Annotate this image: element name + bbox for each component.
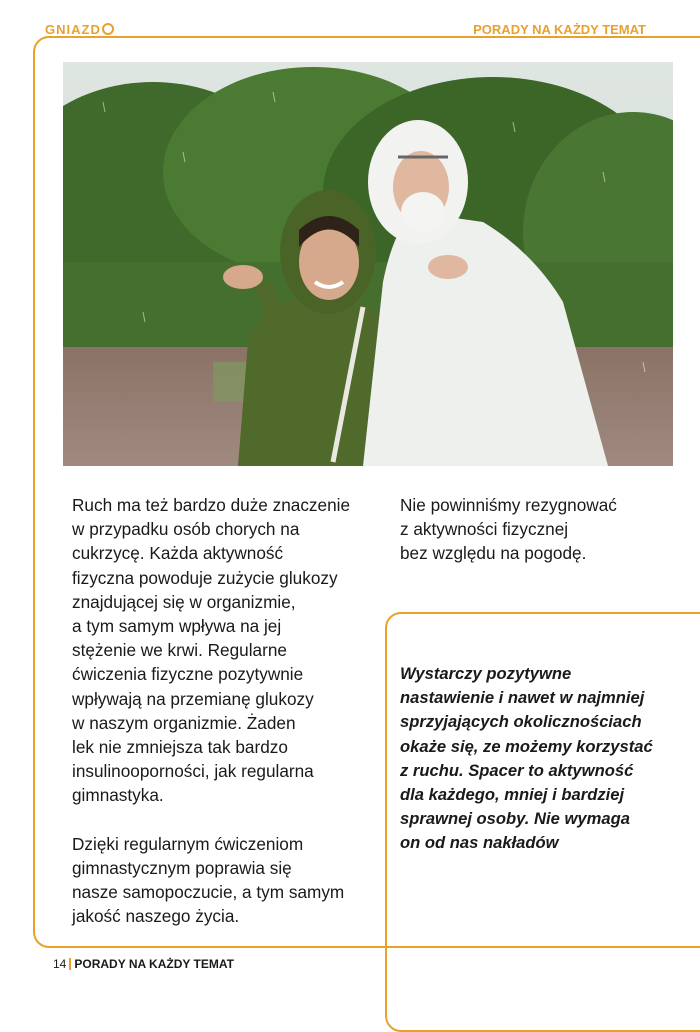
text-line: gimnastycznym poprawia się [72, 857, 292, 878]
footer-divider [69, 958, 71, 970]
text-line: Nie powinniśmy rezygnować [400, 495, 617, 515]
quote-line: okaże się, ze możemy korzystać [400, 736, 653, 756]
quote-line: z ruchu. Spacer to aktywność [400, 760, 634, 780]
text-line: cukrzycę. Każda aktywność [72, 543, 284, 564]
text-line: a tym samym wpływa na jej [72, 616, 282, 637]
quote-line: dla każdego, mniej i bardziej [400, 785, 625, 805]
left-column [72, 493, 377, 952]
text-line: Ruch ma też bardzo duże znaczenie [72, 495, 351, 515]
text-line: w przypadku osób chorych na [72, 519, 300, 540]
text-line: bez względu na pogodę. [400, 543, 587, 564]
brand-o-icon [102, 23, 114, 35]
pull-quote [400, 662, 690, 856]
right-column-intro [400, 493, 680, 566]
paragraph-3 [400, 493, 680, 566]
paragraph-1 [72, 493, 377, 808]
text-line: nasze samopoczucie, a tym samym [72, 882, 345, 903]
quote-line: on od nas nakładów [400, 833, 559, 853]
photo-icon [63, 62, 673, 466]
quote-line: Wystarczy pozytywne [400, 664, 572, 683]
text-line: fizyczna powoduje zużycie glukozy [72, 567, 338, 588]
text-line: znajdującej się w organizmie, [72, 591, 296, 612]
hero-photo [63, 62, 673, 466]
paragraph-2 [72, 832, 377, 929]
footer-title: PORADY NA KAŻDY TEMAT [74, 957, 234, 971]
text-line: lek nie zmniejsza tak bardzo [72, 737, 288, 758]
quote-line: sprawnej osoby. Nie wymaga [400, 809, 630, 829]
brand-text: GNIAZD [45, 22, 101, 37]
text-line: jakość naszego życia. [72, 906, 240, 927]
text-line: insulinooporności, jak regularna [72, 761, 314, 782]
section-title: PORADY NA KAŻDY TEMAT [473, 22, 646, 37]
quote-line: nastawienie i nawet w najmniej [400, 688, 645, 708]
text-line: stężenie we krwi. Regularne [72, 640, 287, 661]
page-footer [53, 957, 234, 971]
brand-logo [45, 22, 114, 37]
text-line: ćwiczenia fizyczne pozytywnie [72, 664, 304, 685]
text-line: gimnastyka. [72, 785, 164, 806]
page-number: 14 [53, 957, 67, 971]
text-line: wpływają na przemianę glukozy [72, 688, 314, 709]
text-line: Dzięki regularnym ćwiczeniom [72, 833, 304, 854]
quote-line: sprzyjających okolicznościach [400, 712, 642, 732]
text-line: w naszym organizmie. Żaden [72, 712, 296, 733]
text-line: z aktywności fizycznej [400, 519, 569, 540]
